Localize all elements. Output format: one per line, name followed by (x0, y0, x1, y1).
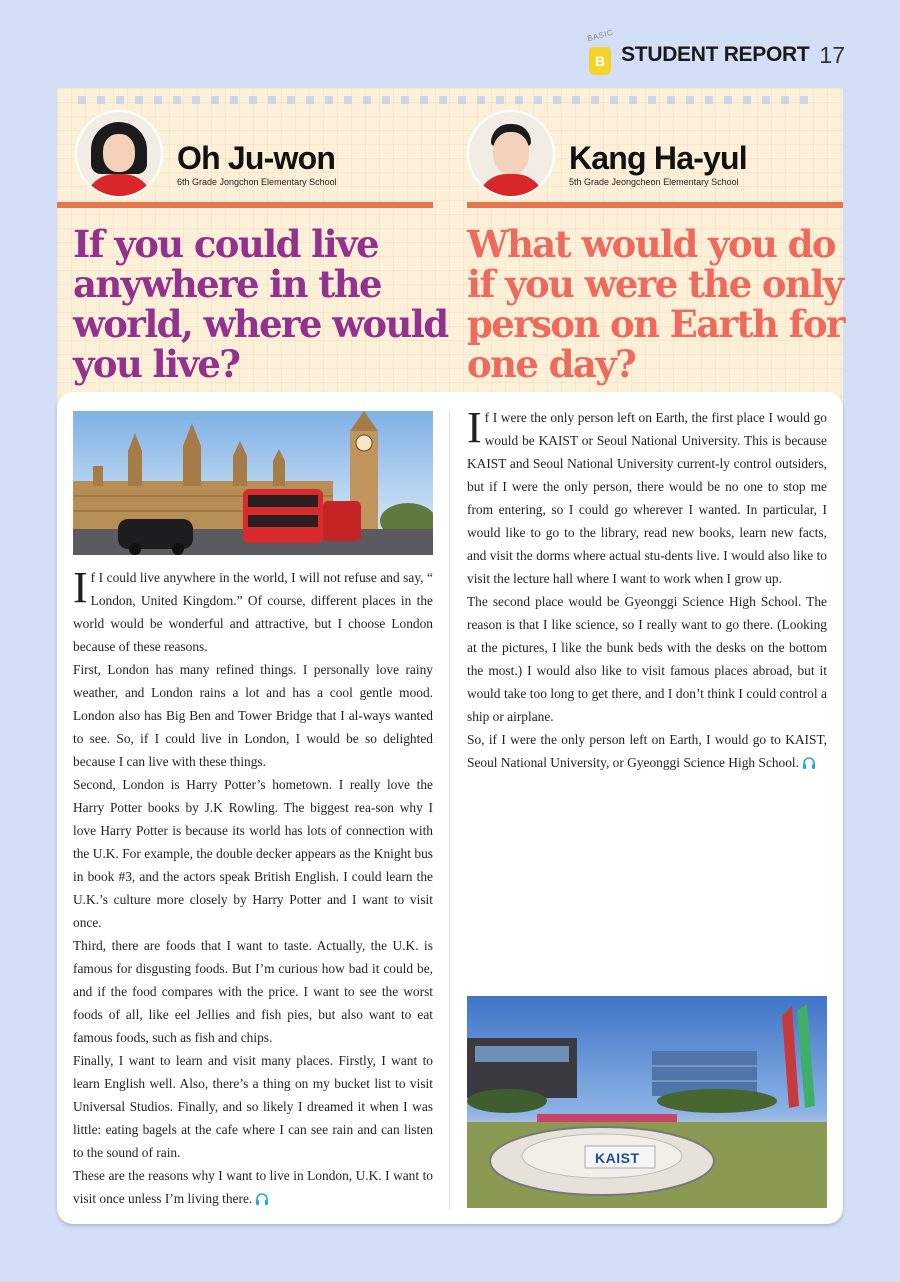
decorative-dot (211, 96, 219, 104)
decorative-dot (78, 96, 86, 104)
article-paragraph: If I could live anywhere in the world, I will not refuse and say, “ London, United Kingdom.” Of course, different places in the world would be wonderful and attractive, but I choose London because of these reasons. (73, 563, 433, 654)
decorative-dot (135, 96, 143, 104)
author-name: Oh Ju-won (177, 140, 336, 176)
decorative-dot (648, 96, 656, 104)
article-paragraph: Second, London is Harry Potter’s hometown. I really love the Harry Potter books by J.K Rowling. The biggest rea-son why I love Harry Potter is because its world has lots of connection with the U.K. For example, the double decker appears as the Knight bus in book #3, and the actors speak British English. I could learn the U.K.’s culture more closely by Harry Potter and I want to visit once. (73, 777, 433, 930)
decorative-dot (572, 96, 580, 104)
decorative-dot (325, 96, 333, 104)
decorative-dot (116, 96, 124, 104)
decorative-dot (439, 96, 447, 104)
article-paragraph: If I were the only person left on Earth, the first place I would go would be KAIST or Seoul National University. This is because KAIST and Seoul National University current-ly control outsiders, but if I were the only person, there would be no one to stop me from entering, so I could go wherever I wanted. In particular, I would like to go to the library, read new books, learn new facts, and visit the dorms where actual stu-dents live. I would also like to visit the lecture hall where I want to work when I grow up. (467, 403, 827, 586)
avatar (75, 110, 163, 198)
author-name: Kang Ha-yul (569, 140, 747, 176)
decorative-dot (553, 96, 561, 104)
right-question-heading: What would you do if you were the only person on Earth for one day? (467, 222, 844, 386)
decorative-dot (268, 96, 276, 104)
report-title: STUDENT REPORT (621, 43, 810, 66)
decorative-dot (515, 96, 523, 104)
decorative-dot (477, 96, 485, 104)
article-paragraph: Third, there are foods that I want to taste. Actually, the U.K. is famous for disgusting foods. But I’m curious how bad it could be, and if the food compares with the price. I want to see the worst foods of all, like eel Jellies and fish pies, but also want to eat famous foods, such as fish and chips. (73, 938, 433, 1045)
basic-badge-icon (586, 27, 615, 75)
section-rule (57, 202, 433, 208)
decorative-dot (230, 96, 238, 104)
decorative-dot (762, 96, 770, 104)
decorative-dots (78, 96, 828, 106)
author-school: 6th Grade Jongchon Elementary School (177, 177, 337, 187)
decorative-dot (97, 96, 105, 104)
article-paragraph: So, if I were the only person left on Earth, I would go to KAIST, Seoul National University, or Gyeonggi Science High School. (467, 728, 827, 776)
left-author (75, 110, 337, 198)
drop-cap: I (467, 403, 482, 452)
decorative-dot (382, 96, 390, 104)
decorative-dot (154, 96, 162, 104)
article-paragraph: These are the reasons why I want to live in London, U.K. I want to visit once unless I’m living there. (73, 1164, 433, 1212)
decorative-dot (420, 96, 428, 104)
london-photo (73, 411, 433, 555)
decorative-dot (743, 96, 751, 104)
decorative-dot (496, 96, 504, 104)
decorative-dot (344, 96, 352, 104)
decorative-dot (534, 96, 542, 104)
left-question-heading: If you could live anywhere in the world, where would you live? (73, 222, 448, 386)
headphone-icon (802, 753, 816, 776)
decorative-dot (306, 96, 314, 104)
badge-letter: B (589, 47, 611, 75)
decorative-dot (800, 96, 808, 104)
right-article (467, 403, 827, 776)
left-article (73, 563, 433, 1212)
article-paragraph: First, London has many refined things. I personally love rainy weather, and London rains a lot and has a cool gentle mood. London also has Big Ben and Tower Bridge that I al-ways wanted to see. So, if I could live in London, I would be so delighted because I can live with these things. (73, 662, 433, 769)
decorative-dot (705, 96, 713, 104)
decorative-dot (458, 96, 466, 104)
kaist-sign: KAIST (595, 1150, 640, 1166)
decorative-dot (686, 96, 694, 104)
decorative-dot (667, 96, 675, 104)
right-author (467, 110, 747, 198)
decorative-dot (363, 96, 371, 104)
badge-caption: BASIC (586, 27, 615, 44)
avatar (467, 110, 555, 198)
decorative-dot (724, 96, 732, 104)
decorative-dot (591, 96, 599, 104)
page-number: 17 (819, 41, 845, 68)
decorative-dot (249, 96, 257, 104)
decorative-dot (401, 96, 409, 104)
decorative-dot (610, 96, 618, 104)
decorative-dot (629, 96, 637, 104)
headphone-icon (255, 1189, 269, 1212)
decorative-dot (192, 96, 200, 104)
article-paragraph: The second place would be Gyeonggi Science High School. The reason is that I like science, so I really want to go there. (Looking at the pictures, I like the bunk beds with the desks on the bottom the most.) I would also like to visit famous places abroad, but it would take too long to get there, and I don’t think I could control a ship or airplane. (467, 594, 827, 724)
author-school: 5th Grade Jeongcheon Elementary School (569, 177, 739, 187)
section-rule (467, 202, 843, 208)
report-header (586, 27, 845, 80)
drop-cap: I (73, 563, 88, 612)
kaist-photo (467, 996, 827, 1208)
decorative-dot (287, 96, 295, 104)
column-divider (449, 410, 450, 1210)
decorative-dot (781, 96, 789, 104)
article-paragraph: Finally, I want to learn and visit many places. Firstly, I want to learn English well. Also, there’s a thing on my bucket list to visit Universal Studios. Finally, and so likely I dreamed it when I was little: eating bagels at the cafe where I can see rain and can listen to the sound of rain. (73, 1053, 433, 1160)
decorative-dot (173, 96, 181, 104)
